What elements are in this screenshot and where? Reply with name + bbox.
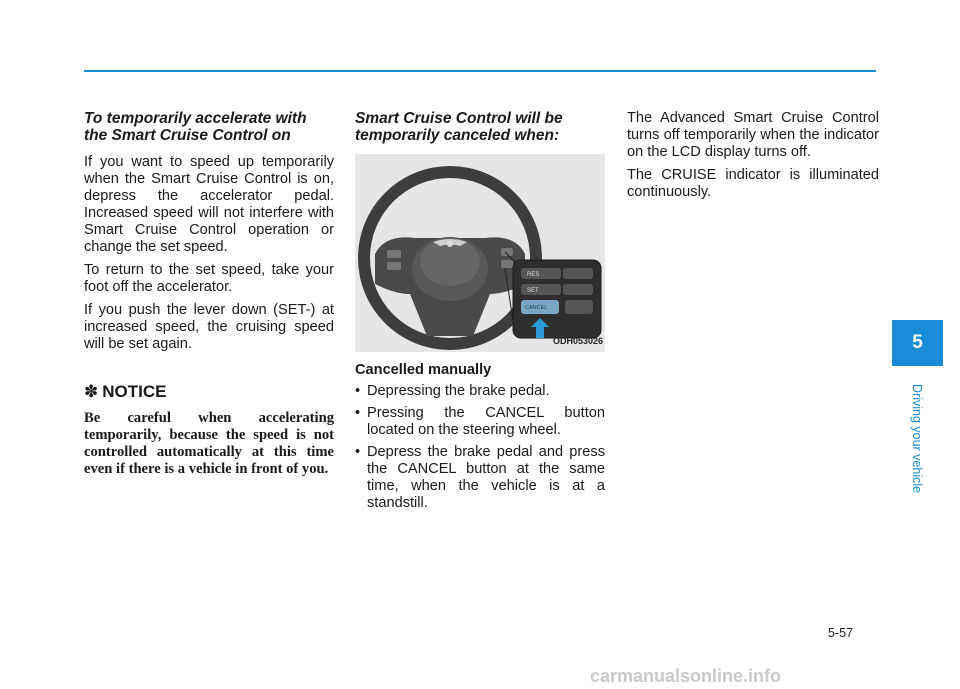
paragraph: If you push the lever down (SET-) at increased speed, the cruising speed will be set again. — [84, 302, 334, 352]
figure-code: ODH053026 — [552, 336, 603, 346]
list-item: • Depressing the brake pedal. — [355, 383, 605, 400]
steering-wheel-illustration — [355, 154, 605, 352]
column-2 — [355, 110, 605, 517]
paragraph: The CRUISE indicator is illuminated continuously. — [627, 167, 879, 200]
notice-title: NOTICE — [102, 382, 167, 401]
paragraph: The Advanced Smart Cruise Control turns off temporarily when the indicator on the LCD display turns off. — [627, 110, 879, 160]
notice-body: Be careful when accelerating temporarily, because the speed is not controlled automatically at this time even if there is a vehicle in front of you. — [84, 410, 334, 477]
section-heading-canceled: Smart Cruise Control will be temporarily canceled when: — [355, 110, 563, 144]
cancel-conditions-list — [355, 383, 605, 512]
watermark: carmanualsonline.info — [590, 666, 782, 686]
paragraph: If you want to speed up temporarily when the Smart Cruise Control is on, depress the accelerator pedal. Increased speed will not interfere with Smart Cruise Control operation or change the set speed. — [84, 154, 334, 255]
list-item: • Pressing the CANCEL button located on the steering wheel. — [355, 405, 605, 439]
steering-wheel-figure — [355, 154, 605, 352]
chapter-label — [899, 374, 935, 504]
chapter-tab: 5 — [892, 320, 943, 366]
list-item: • Depress the brake pedal and press the CANCEL button at the same time, when the vehicle is at a standstill. — [355, 444, 605, 512]
notice-heading — [84, 383, 334, 400]
notice-mark-icon: ✽ — [84, 382, 99, 401]
list-title: Cancelled manually — [355, 362, 492, 378]
header-rule — [84, 70, 876, 72]
page-number: 5-57 — [828, 626, 854, 640]
set-label: SET — [527, 288, 539, 294]
paragraph: To return to the set speed, take your foot off the accelerator. — [84, 262, 334, 295]
column-1 — [84, 110, 334, 478]
column-3 — [627, 110, 879, 207]
chapter-title: Driving your vehicle — [910, 384, 924, 494]
section-heading-accelerate: To temporarily accelerate with the Smart Cruise Control on — [84, 110, 307, 144]
res-label: RES — [527, 272, 540, 278]
cancel-label: CANCEL — [525, 305, 548, 311]
